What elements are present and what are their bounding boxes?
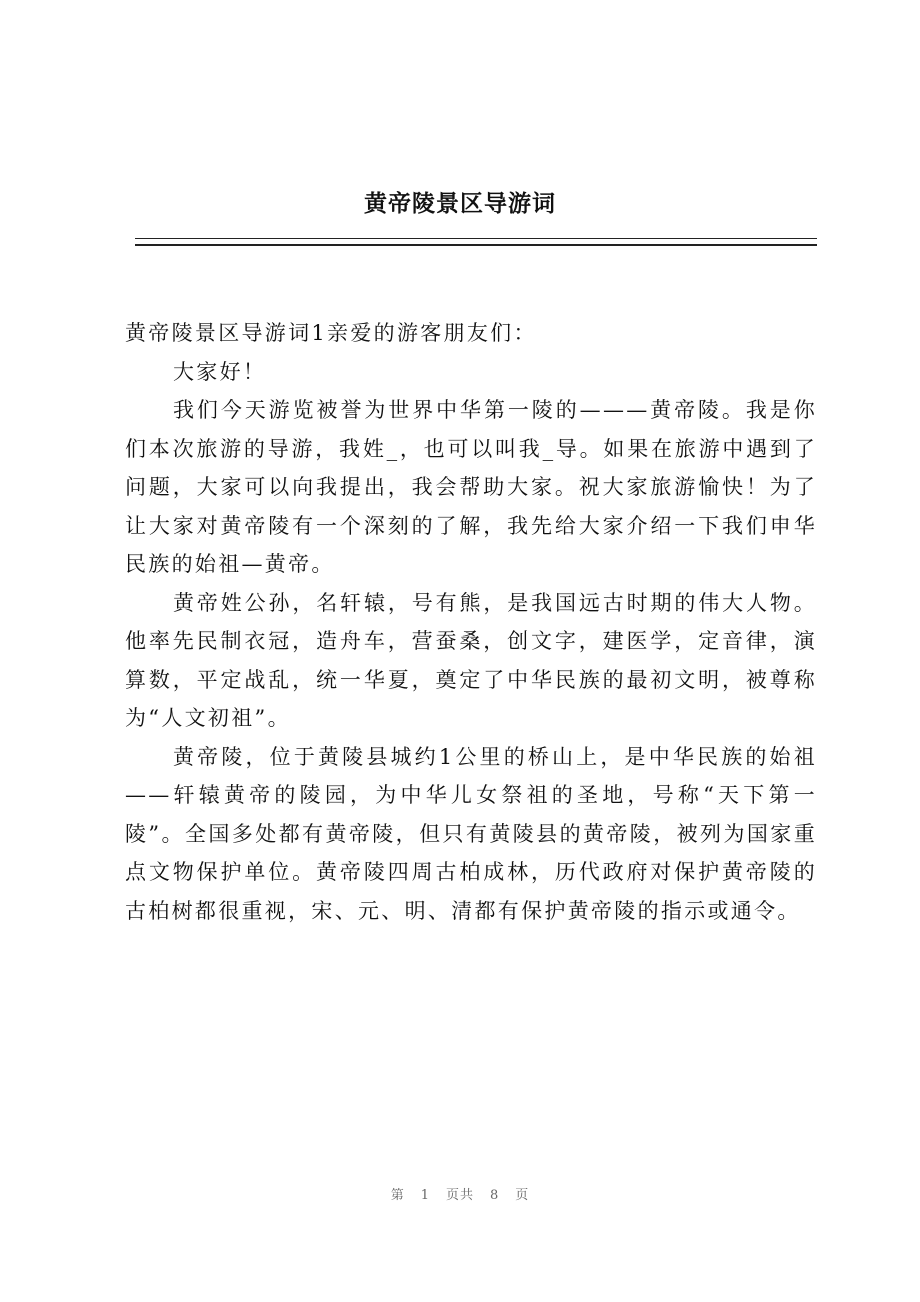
paragraph-mausoleum: 黄帝陵，位于黄陵县城约1公里的桥山上，是中华民族的始祖——轩辕黄帝的陵园，为中华儿女祭祖的圣地，号称“天下第一陵”。全国多处都有黄帝陵，但只有黄陵县的黄帝陵，被列为国家重点文物保护单位。黄帝陵四周古柏成林，历代政府对保护黄帝陵的古柏树都很重视，宋、元、明、清都有保护黄帝陵的指示或通令。 bbox=[125, 744, 817, 923]
footer-middle: 页共 bbox=[445, 1188, 474, 1203]
paragraph-hello: 大家好！ bbox=[173, 359, 267, 384]
footer-total-pages: 8 bbox=[490, 1188, 500, 1203]
footer-prefix: 第 bbox=[390, 1188, 405, 1203]
document-title: 黄帝陵景区导游词 bbox=[364, 190, 556, 217]
paragraph-greeting-line: 黄帝陵景区导游词1亲爱的游客朋友们： bbox=[125, 321, 537, 345]
title-divider-thick bbox=[135, 244, 817, 246]
title-divider-thin bbox=[135, 238, 817, 239]
page-footer bbox=[0, 1186, 920, 1206]
footer-suffix: 页 bbox=[515, 1188, 530, 1203]
document-body bbox=[125, 314, 817, 930]
footer-page-number: 1 bbox=[420, 1188, 430, 1203]
paragraph-introduction: 我们今天游览被誉为世界中华第一陵的———黄帝陵。我是你们本次旅游的导游，我姓_，也可以叫我_导。如果在旅游中遇到了问题，大家可以向我提出，我会帮助大家。祝大家旅游愉快！为了让大家对黄帝陵有一个深刻的了解，我先给大家介绍一下我们申华民族的始祖—黄帝。 bbox=[125, 398, 817, 576]
paragraph-huangdi-bio: 黄帝姓公孙，名轩辕，号有熊，是我国远古时期的伟大人物。他率先民制衣冠，造舟车，营蚕桑，创文字，建医学，定音律，演算数，平定战乱，统一华夏，奠定了中华民族的最初文明，被尊称为“人文初祖”。 bbox=[125, 590, 817, 730]
